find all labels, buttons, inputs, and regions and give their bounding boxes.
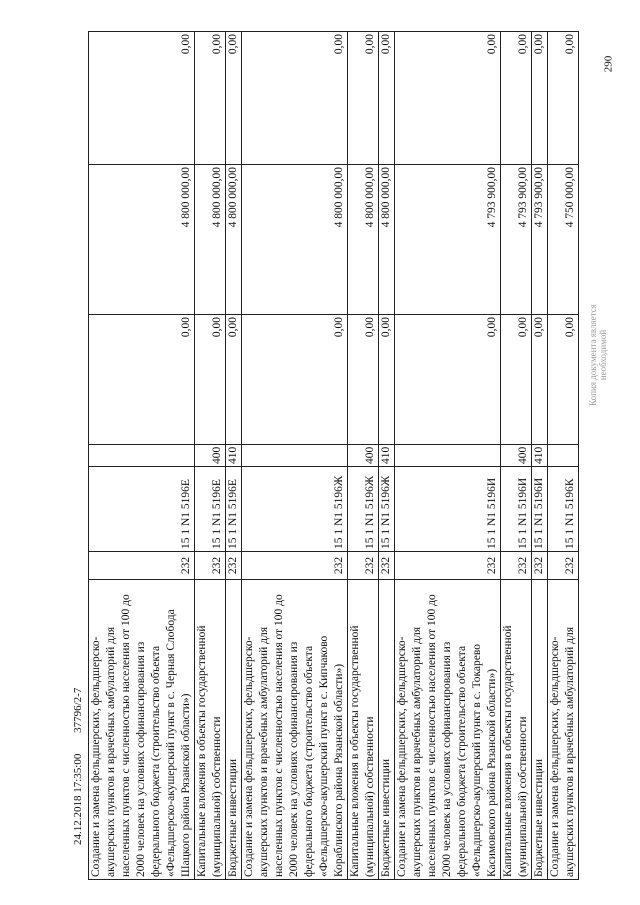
row-admin-code-cell: 232 — [532, 552, 548, 580]
row-name-cell: Капитальные вложения в объекты государственной (муниципальной) собственности — [195, 580, 226, 880]
row-target-article-cell: 15 1 N1 5196И — [501, 467, 532, 552]
table-row — [242, 32, 348, 880]
table-row — [532, 32, 548, 880]
row-target-article-cell: 15 1 N1 5196И — [532, 467, 548, 552]
row-admin-code-cell: 232 — [395, 552, 501, 580]
row-expense-type-cell: 410 — [226, 445, 242, 467]
row-expense-type-cell: 400 — [501, 445, 532, 467]
row-expense-type-cell: 410 — [379, 445, 395, 467]
row-amount-2-cell: 4 750 000,00 — [548, 165, 579, 315]
row-expense-type-cell — [89, 445, 195, 467]
row-amount-3-cell: 0,00 — [379, 32, 395, 165]
row-name-cell: Бюджетные инвестиции — [532, 580, 548, 880]
document-footer — [72, 665, 84, 845]
row-name-cell: Бюджетные инвестиции — [379, 580, 395, 880]
footer-timestamp: 24.12.2018 17:35:00 — [72, 753, 84, 845]
row-name-cell: Создание и замена фельдшерских, фельдшерско-акушерских пунктов и врачебных амбулаторий для населенных пунктов с численностью населения от 100 до 2000 человек на условиях софинансирования из федерального бюджета (строительство объекта «Фельдшерско-акушерский пункт в с. Токарево Касимовского района Рязанской области») — [395, 580, 501, 880]
table-row — [395, 32, 501, 880]
table-row — [226, 32, 242, 880]
row-admin-code-cell: 232 — [348, 552, 379, 580]
row-amount-2-cell: 4 800 000,00 — [348, 165, 379, 315]
row-amount-2-cell: 4 793 900,00 — [395, 165, 501, 315]
row-amount-2-cell: 4 800 000,00 — [226, 165, 242, 315]
row-amount-1-cell: 0,00 — [395, 315, 501, 445]
row-expense-type-cell — [395, 445, 501, 467]
rotated-table-container — [88, 32, 585, 880]
row-expense-type-cell: 410 — [532, 445, 548, 467]
row-admin-code-cell: 232 — [226, 552, 242, 580]
document-page-body — [88, 32, 585, 880]
budget-table — [88, 31, 579, 880]
row-amount-1-cell: 0,00 — [501, 315, 532, 445]
row-amount-1-cell: 0,00 — [195, 315, 226, 445]
row-name-cell: Создание и замена фельдшерских, фельдшерско-акушерских пунктов и врачебных амбулаторий для — [548, 580, 579, 880]
row-amount-3-cell: 0,00 — [548, 32, 579, 165]
row-target-article-cell: 15 1 N1 5196Ж — [379, 467, 395, 552]
row-expense-type-cell — [548, 445, 579, 467]
row-target-article-cell: 15 1 N1 5196Ж — [242, 467, 348, 552]
row-amount-1-cell: 0,00 — [242, 315, 348, 445]
row-amount-2-cell: 4 800 000,00 — [242, 165, 348, 315]
row-name-cell: Капитальные вложения в объекты государственной (муниципальной) собственности — [348, 580, 379, 880]
row-amount-1-cell: 0,00 — [348, 315, 379, 445]
row-amount-3-cell: 0,00 — [532, 32, 548, 165]
row-admin-code-cell: 232 — [89, 552, 195, 580]
row-name-cell: Создание и замена фельдшерских, фельдшерско-акушерских пунктов и врачебных амбулаторий для населенных пунктов с численностью населения от 100 до 2000 человек на условиях софинансирования из федерального бюджета (строительство объекта «Фельдшерско-акушерский пункт в с. Черная Слобода Шацкого района Рязанской области») — [89, 580, 195, 880]
row-admin-code-cell: 232 — [242, 552, 348, 580]
row-expense-type-cell: 400 — [195, 445, 226, 467]
row-admin-code-cell: 232 — [379, 552, 395, 580]
row-admin-code-cell: 232 — [548, 552, 579, 580]
row-expense-type-cell: 400 — [348, 445, 379, 467]
table-row — [195, 32, 226, 880]
table-row — [379, 32, 395, 880]
faint-stamp-text: Копия документа является необходимой — [588, 304, 608, 406]
row-amount-1-cell: 0,00 — [548, 315, 579, 445]
row-amount-2-cell: 4 793 900,00 — [501, 165, 532, 315]
row-target-article-cell: 15 1 N1 5196Е — [89, 467, 195, 552]
footer-doc-code: 37796/2-7 — [72, 687, 84, 733]
row-name-cell: Бюджетные инвестиции — [226, 580, 242, 880]
table-row — [348, 32, 379, 880]
row-expense-type-cell — [242, 445, 348, 467]
row-amount-3-cell: 0,00 — [226, 32, 242, 165]
row-amount-3-cell: 0,00 — [242, 32, 348, 165]
row-amount-2-cell: 4 800 000,00 — [89, 165, 195, 315]
row-target-article-cell: 15 1 N1 5196Е — [226, 467, 242, 552]
row-target-article-cell: 15 1 N1 5196И — [395, 467, 501, 552]
table-row — [89, 32, 195, 880]
row-target-article-cell: 15 1 N1 5196К — [548, 467, 579, 552]
row-amount-1-cell: 0,00 — [89, 315, 195, 445]
table-row — [501, 32, 532, 880]
page-number: 290 — [602, 55, 615, 73]
row-amount-3-cell: 0,00 — [395, 32, 501, 165]
row-admin-code-cell: 232 — [501, 552, 532, 580]
row-name-cell: Капитальные вложения в объекты государственной (муниципальной) собственности — [501, 580, 532, 880]
row-amount-1-cell: 0,00 — [226, 315, 242, 445]
row-amount-3-cell: 0,00 — [195, 32, 226, 165]
row-amount-2-cell: 4 800 000,00 — [195, 165, 226, 315]
row-amount-1-cell: 0,00 — [532, 315, 548, 445]
table-row — [548, 32, 579, 880]
row-amount-3-cell: 0,00 — [501, 32, 532, 165]
row-amount-3-cell: 0,00 — [348, 32, 379, 165]
budget-table-body — [89, 32, 579, 880]
row-admin-code-cell: 232 — [195, 552, 226, 580]
row-target-article-cell: 15 1 N1 5196Ж — [348, 467, 379, 552]
row-amount-2-cell: 4 793 900,00 — [532, 165, 548, 315]
row-name-cell: Создание и замена фельдшерских, фельдшерско-акушерских пунктов и врачебных амбулаторий для населенных пунктов с численностью населения от 100 до 2000 человек на условиях софинансирования из федерального бюджета (строительство объекта «Фельдшерско-акушерский пункт в с. Кипчаково Кораблинского района Рязанской области») — [242, 580, 348, 880]
row-amount-2-cell: 4 800 000,00 — [379, 165, 395, 315]
row-amount-3-cell: 0,00 — [89, 32, 195, 165]
row-amount-1-cell: 0,00 — [379, 315, 395, 445]
row-target-article-cell: 15 1 N1 5196Е — [195, 467, 226, 552]
